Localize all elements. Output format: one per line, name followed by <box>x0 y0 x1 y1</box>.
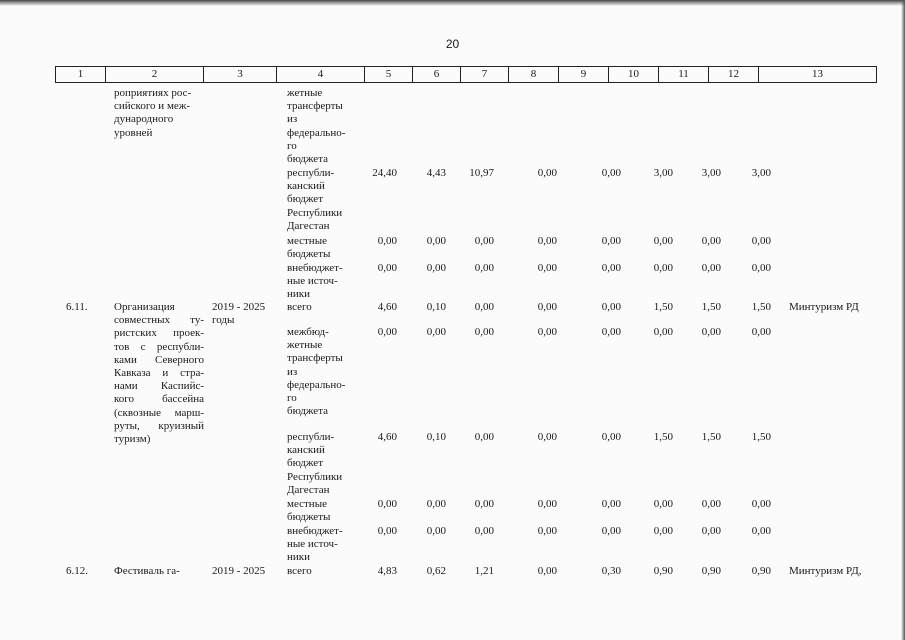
row-number: 6.12. <box>66 565 88 577</box>
funding-value: 3,00 <box>653 167 673 179</box>
funding-value: 0,90 <box>653 565 673 577</box>
funding-value: 0,00 <box>537 525 557 537</box>
funding-value: 0,00 <box>537 235 557 247</box>
funding-value: 3,00 <box>701 167 721 179</box>
funding-value: 0,00 <box>701 235 721 247</box>
scan-edge-right <box>901 0 905 640</box>
funding-source-line: внебюджет- <box>287 262 343 274</box>
funding-value: 0,00 <box>601 431 621 443</box>
funding-value: 0,00 <box>701 262 721 274</box>
funding-value: 0,00 <box>537 326 557 338</box>
funding-value: 0,00 <box>426 262 446 274</box>
measure-name-line: совместных ту- <box>114 314 204 327</box>
measure-name-line: уровней <box>114 126 153 139</box>
funding-source-line: ники <box>287 288 311 301</box>
funding-value: 0,00 <box>537 301 557 313</box>
funding-source-line: бюджета <box>287 405 329 418</box>
funding-value: 1,50 <box>653 431 673 443</box>
funding-source-line: трансферты <box>287 100 343 113</box>
funding-value: 0,00 <box>474 525 494 537</box>
column-header: 1 <box>56 67 106 83</box>
measure-name-line: дународного <box>114 113 174 126</box>
period-line: 2019 - 2025 <box>212 565 266 577</box>
funding-source-line: бюджета <box>287 153 329 165</box>
funding-source-line: канский <box>287 444 325 457</box>
measure-name-line: туризм) <box>114 433 151 445</box>
funding-value: 1,21 <box>474 565 494 577</box>
measure-name-line: сийского и меж- <box>114 100 191 113</box>
funding-source-line: внебюджет- <box>287 525 343 537</box>
funding-value: 0,00 <box>653 498 673 510</box>
funding-value: 3,00 <box>751 167 771 179</box>
funding-value: 0,00 <box>426 525 446 537</box>
funding-value: 0,00 <box>474 235 494 247</box>
funding-value: 1,50 <box>701 301 721 313</box>
funding-source-line: местные <box>287 498 327 510</box>
funding-value: 0,90 <box>701 565 721 577</box>
funding-source-line: из <box>287 365 298 378</box>
funding-source-line: го <box>287 139 297 152</box>
measure-name-line: ристских проек- <box>114 327 204 340</box>
column-header: 6 <box>413 67 461 83</box>
funding-value: 0,00 <box>701 498 721 510</box>
funding-value: 0,00 <box>751 326 771 338</box>
funding-value: 0,00 <box>474 326 494 338</box>
period-line: годы <box>212 314 235 327</box>
column-header: 4 <box>277 67 365 83</box>
funding-value: 0,00 <box>653 525 673 537</box>
column-header: 12 <box>709 67 759 83</box>
funding-value: 0,00 <box>601 262 621 274</box>
funding-value: 0,00 <box>377 498 397 510</box>
funding-value: 0,00 <box>474 301 494 313</box>
measure-name-line: руты, круизный <box>114 419 204 432</box>
measure-name-line: (сквозные марш- <box>114 406 204 419</box>
funding-source-line: Республики <box>287 470 343 483</box>
funding-value: 0,00 <box>537 498 557 510</box>
funding-source-line: ники <box>287 551 311 564</box>
column-header: 5 <box>365 67 413 83</box>
funding-source-line: жетные <box>287 87 323 99</box>
page-number: 20 <box>445 37 460 51</box>
funding-source-line: жетные <box>287 339 323 352</box>
funding-source-line: бюджеты <box>287 511 331 524</box>
funding-value: 0,00 <box>601 167 621 179</box>
funding-value: 0,00 <box>653 262 673 274</box>
funding-value: 0,00 <box>751 498 771 510</box>
funding-source-line: Республики <box>287 206 343 219</box>
funding-value: 0,00 <box>474 262 494 274</box>
column-header: 10 <box>609 67 659 83</box>
funding-value: 0,00 <box>537 565 557 577</box>
funding-value: 0,00 <box>601 326 621 338</box>
column-header: 8 <box>509 67 559 83</box>
funding-value: 0,00 <box>377 326 397 338</box>
scan-edge-top <box>0 0 905 6</box>
funding-value: 0,00 <box>377 525 397 537</box>
period-line: 2019 - 2025 <box>212 301 266 313</box>
column-header: 9 <box>559 67 609 83</box>
funding-source-line: трансферты <box>287 352 343 365</box>
funding-source-line: из <box>287 113 298 126</box>
funding-value: 1,50 <box>751 431 771 443</box>
column-header: 2 <box>106 67 204 83</box>
executor: Минтуризм РД, <box>789 565 862 577</box>
funding-source-line: канский <box>287 180 325 193</box>
funding-value: 0,10 <box>426 431 446 443</box>
funding-source-line: местные <box>287 235 327 247</box>
funding-value: 0,00 <box>601 498 621 510</box>
funding-value: 0,00 <box>426 235 446 247</box>
executor: Минтуризм РД <box>789 301 859 313</box>
funding-source-line: всего <box>287 565 312 577</box>
funding-source-line: ные источ- <box>287 538 338 551</box>
funding-source-line: республи- <box>287 431 335 443</box>
funding-value: 4,60 <box>377 301 397 313</box>
funding-source-line: бюджеты <box>287 248 331 261</box>
row-number: 6.11. <box>66 301 88 313</box>
measure-name-line: Организация <box>114 301 175 313</box>
funding-source-line: Дагестан <box>287 483 330 496</box>
funding-value: 0,00 <box>426 498 446 510</box>
funding-value: 4,43 <box>426 167 446 179</box>
column-header: 3 <box>204 67 277 83</box>
funding-source-line: бюджет <box>287 457 323 470</box>
funding-value: 0,00 <box>377 262 397 274</box>
column-header: 11 <box>659 67 709 83</box>
funding-source-line: федерально- <box>287 378 346 391</box>
measure-name-line: Кавказа и стра- <box>114 367 204 379</box>
funding-value: 0,90 <box>751 565 771 577</box>
funding-value: 4,83 <box>377 565 397 577</box>
funding-value: 0,62 <box>426 565 446 577</box>
funding-value: 1,50 <box>701 431 721 443</box>
measure-name-line: роприятиях рос- <box>114 87 192 99</box>
funding-value: 1,50 <box>751 301 771 313</box>
funding-source-line: межбюд- <box>287 326 329 338</box>
funding-value: 0,00 <box>751 262 771 274</box>
funding-value: 0,00 <box>537 431 557 443</box>
funding-value: 0,00 <box>601 235 621 247</box>
column-header: 13 <box>759 67 877 83</box>
funding-value: 0,00 <box>653 326 673 338</box>
funding-value: 0,00 <box>537 167 557 179</box>
funding-value: 0,00 <box>474 431 494 443</box>
funding-value: 0,00 <box>653 235 673 247</box>
funding-source-line: го <box>287 392 297 404</box>
column-header-row <box>55 66 877 83</box>
funding-value: 0,00 <box>751 525 771 537</box>
funding-source-line: Дагестан <box>287 219 330 232</box>
measure-name-line: Фестиваль га- <box>114 565 180 577</box>
funding-value: 0,00 <box>701 525 721 537</box>
measure-name-line: кого бассейна <box>114 393 204 406</box>
funding-source-line: бюджет <box>287 193 323 206</box>
funding-source-line: всего <box>287 301 312 313</box>
measure-name-line: нами Каспийс- <box>114 380 204 393</box>
funding-value: 1,50 <box>653 301 673 313</box>
funding-value: 0,00 <box>751 235 771 247</box>
funding-value: 0,00 <box>701 326 721 338</box>
funding-source-line: федерально- <box>287 126 346 139</box>
funding-value: 0,00 <box>474 498 494 510</box>
funding-value: 0,00 <box>426 326 446 338</box>
funding-value: 0,00 <box>601 525 621 537</box>
funding-value: 10,97 <box>469 167 494 179</box>
column-header: 7 <box>461 67 509 83</box>
funding-source-line: ные источ- <box>287 275 338 288</box>
funding-value: 0,00 <box>377 235 397 247</box>
funding-value: 0,00 <box>537 262 557 274</box>
funding-value: 0,00 <box>601 301 621 313</box>
funding-value: 4,60 <box>377 431 397 443</box>
funding-value: 0,10 <box>426 301 446 313</box>
measure-name-line: ками Северного <box>114 353 204 366</box>
funding-value: 0,30 <box>601 565 621 577</box>
funding-source-line: республи- <box>287 167 335 179</box>
measure-name-line: тов с республи- <box>114 340 204 353</box>
funding-value: 24,40 <box>372 167 397 179</box>
